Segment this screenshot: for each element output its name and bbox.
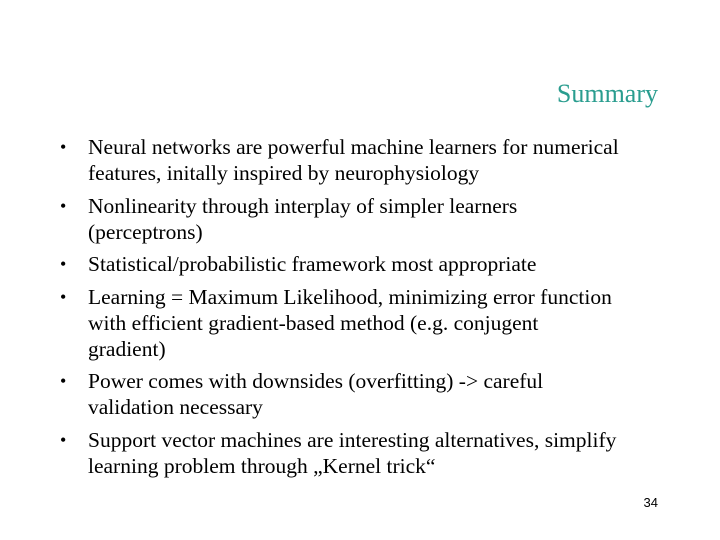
bullet-item — [60, 193, 620, 245]
bullet-text: Power comes with downsides (overfitting) -> careful validation necessary — [88, 369, 544, 419]
bullet-item — [60, 284, 620, 362]
slide-title: Summary — [556, 79, 658, 108]
bullet-text: Statistical/probabilistic framework most appropriate — [88, 252, 537, 276]
bullet-list — [60, 134, 620, 485]
bullet-item — [60, 427, 620, 479]
bullet-icon: • — [60, 195, 67, 216]
bullet-icon: • — [60, 254, 67, 274]
bullet-text: Neural networks are powerful machine learners for numerical features, initally inspired by neurophysiology — [88, 135, 619, 185]
bullet-item — [60, 251, 620, 277]
bullet-icon: • — [60, 429, 67, 450]
bullet-item — [60, 134, 620, 186]
bullet-text: Support vector machines are interesting alternatives, simplify learning problem through „Kernel trick“ — [88, 427, 617, 478]
bullet-item — [60, 368, 620, 420]
bullet-text: Nonlinearity through interplay of simpler learners (perceptrons) — [88, 193, 518, 244]
bullet-icon: • — [60, 371, 67, 391]
bullet-icon: • — [60, 137, 67, 157]
bullet-icon: • — [60, 286, 67, 307]
bullet-text: Learning = Maximum Likelihood, minimizing error function with efficient gradient-based method (e.g. conjugent gradient) — [88, 284, 612, 361]
page-number: 34 — [643, 495, 658, 510]
